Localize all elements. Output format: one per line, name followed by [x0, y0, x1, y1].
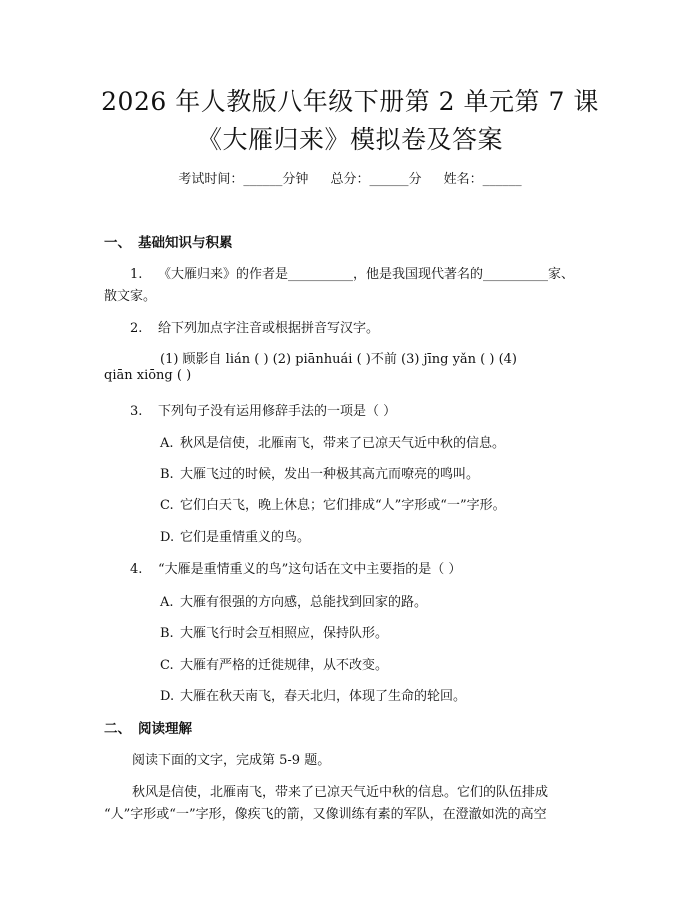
question-number: 3.	[130, 404, 143, 419]
option-b	[160, 622, 388, 641]
option-c	[160, 654, 388, 673]
option-label: D.	[160, 689, 175, 704]
question-2-sub-line1: (1) 顾影自 lián ( ) (2) piānhuái ( )不前 (3) jīng yǎn ( ) (4)	[160, 352, 517, 367]
section-title: 阅读理解	[138, 721, 192, 737]
option-label: B.	[160, 467, 174, 482]
reading-intro: 阅读下面的文字，完成第 5-9 题。	[132, 753, 331, 768]
option-d	[160, 685, 466, 704]
section-number: 一、	[104, 235, 131, 251]
question-number: 4.	[130, 562, 143, 577]
exam-meta	[0, 168, 700, 187]
option-text: 大雁在秋天南飞，春天北归，体现了生命的轮回。	[180, 689, 467, 704]
question-1-continued: 散文家。	[104, 289, 157, 304]
question-2	[130, 317, 379, 336]
question-number: 1.	[130, 267, 143, 282]
section-heading-2	[104, 717, 192, 737]
option-d	[160, 526, 310, 545]
option-c	[160, 494, 506, 513]
option-label: C.	[160, 658, 174, 673]
total-score: 总分：______分	[330, 172, 422, 187]
option-label: D.	[160, 530, 175, 545]
section-title: 基础知识与积累	[138, 235, 233, 251]
option-b	[160, 463, 479, 482]
option-text: 秋风是信使，北雁南飞，带来了已凉天气近中秋的信息。	[180, 436, 506, 451]
exam-time: 考试时间：______分钟	[178, 172, 309, 187]
question-3	[130, 400, 396, 419]
option-text: 它们白天飞，晚上休息；它们排成“人”字形或“一”字形。	[180, 498, 506, 513]
option-a	[160, 432, 505, 451]
page-subtitle: 《大雁归来》模拟卷及答案	[196, 125, 503, 154]
option-text: 大雁飞行时会互相照应，保持队形。	[180, 626, 389, 641]
reading-paragraph-line1: 秋风是信使，北雁南飞，带来了已凉天气近中秋的信息。它们的队伍排成	[132, 785, 549, 800]
page-title: 2026 年人教版八年级下册第 2 单元第 7 课	[101, 87, 599, 116]
question-text: “大雁是重情重义的鸟”这句话在文中主要指的是（ ）	[158, 562, 462, 577]
reading-paragraph-line2: “人”字形或“一”字形，像疾飞的箭，又像训练有素的军队，在澄澈如洗的高空	[104, 807, 547, 822]
question-text: 《大雁归来》的作者是__________，他是我国现代著名的__________家、	[158, 267, 575, 282]
section-number: 二、	[104, 721, 131, 737]
question-number: 2.	[130, 321, 143, 336]
question-4	[130, 558, 461, 577]
question-2-sub-line2: qiān xiōng ( )	[104, 368, 192, 383]
option-text: 大雁飞过的时候，发出一种极其高亢而嘹亮的鸣叫。	[180, 467, 480, 482]
option-label: A.	[160, 595, 174, 610]
option-text: 大雁有很强的方向感，总能找到回家的路。	[180, 595, 428, 610]
option-label: C.	[160, 498, 174, 513]
question-1	[130, 263, 574, 282]
option-a	[160, 591, 427, 610]
option-text: 大雁有严格的迁徙规律，从不改变。	[180, 658, 389, 673]
option-label: B.	[160, 626, 174, 641]
section-heading-1	[104, 231, 233, 251]
question-text: 给下列加点字注音或根据拼音写汉字。	[158, 321, 380, 336]
option-label: A.	[160, 436, 174, 451]
option-text: 它们是重情重义的鸟。	[180, 530, 311, 545]
question-text: 下列句子没有运用修辞手法的一项是（ ）	[158, 404, 397, 419]
student-name: 姓名：______	[443, 172, 522, 187]
